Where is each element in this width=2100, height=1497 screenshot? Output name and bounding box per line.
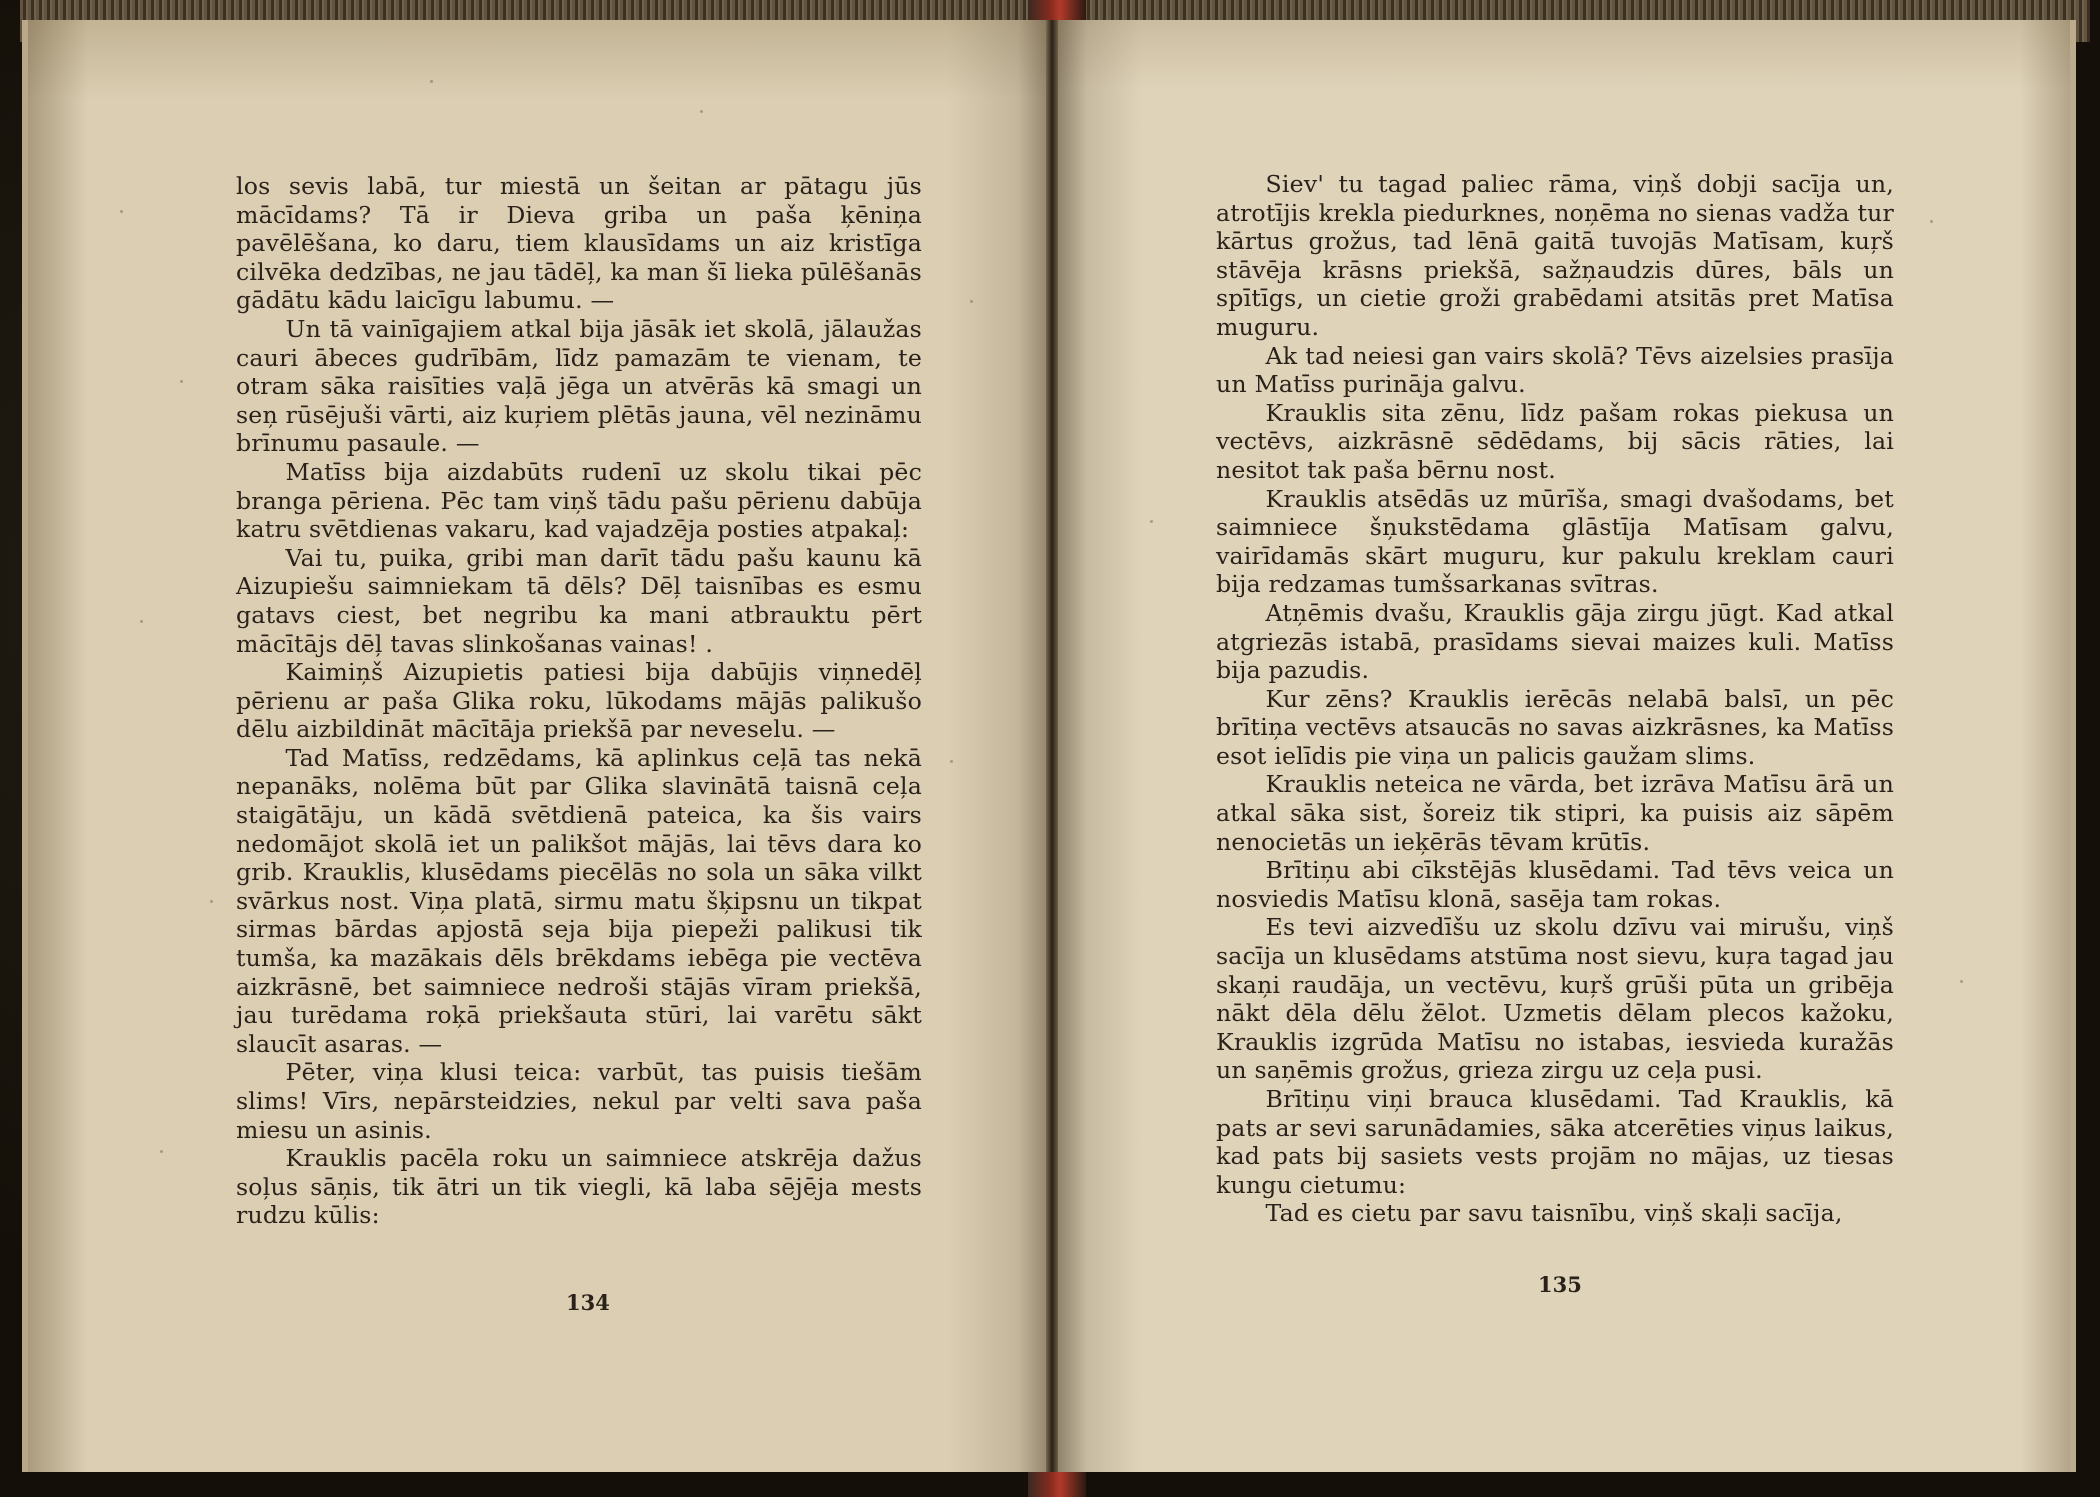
right-page-text bbox=[1216, 170, 1894, 1228]
paragraph: Krauklis atsēdās uz mūrīša, smagi dvašodams, bet saimniece šņukstēdama glāstīja Matīsam galvu, vairīdamās skārt muguru, kur pakulu kreklam cauri bija redzamas tumšsarkanas svītras. bbox=[1216, 484, 1894, 599]
paper-speck bbox=[210, 900, 213, 903]
page-number: 135 bbox=[1538, 1272, 1582, 1297]
paragraph: los sevis labā, tur miestā un šeitan ar pātagu jūs mācīdams? Tā ir Dieva griba un paša ķēniņa pavēlēšana, ko daru, tiem klausīdams un aiz kristīga cilvēka dedzības, ne jau tādēļ, ka man šī lieka pūlēšanās gādātu kādu laicīgu labumu. — bbox=[236, 172, 922, 315]
paragraph: Matīss bija aizdabūts rudenī uz skolu tikai pēc branga pēriena. Pēc tam viņš tādu pašu pērienu dabūja katru svētdienas vakaru, kad vajadzēja posties atpakaļ: bbox=[236, 457, 922, 544]
paper-speck bbox=[180, 380, 183, 383]
paper-speck bbox=[1150, 520, 1153, 523]
paper-speck bbox=[1960, 980, 1963, 983]
paragraph: Kaimiņš Aizupietis patiesi bija dabūjis viņnedēļ pērienu ar paša Glika roku, lūkodams mājās palikušo dēlu aizbildināt mācītāja priekšā par neveselu. — bbox=[236, 658, 922, 744]
paragraph: Es tevi aizvedīšu uz skolu dzīvu vai mirušu, viņš sacīja un klusēdams atstūma nost sievu, kuŗa tagad jau skaņi raudāja, un vectēvu, kuŗš grūši pūta un gribēja nākt dēla dēlu žēlot. Uzmetis dēlam plecos kažoku, Krauklis izgrūda Matīsu no istabas, iesvieda kuražās un saņēmis grožus, grieza zirgu uz ceļa pusi. bbox=[1216, 913, 1894, 1085]
paper-speck bbox=[120, 210, 123, 213]
paragraph: Siev' tu tagad paliec rāma, viņš dobji sacīja un, atrotījis krekla piedurknes, noņēma no sienas vadža tur kārtus grožus, tad lēnā gaitā tuvojās Matīsam, kuŗš stāvēja krāsns priekšā, sažņaudzis dūres, bāls un spītīgs, un cietie groži grabēdami atsitās pret Matīsa muguru. bbox=[1216, 170, 1894, 341]
paper-speck bbox=[430, 80, 433, 83]
paragraph: Brītiņu abi cīkstējās klusēdami. Tad tēvs veica un nosviedis Matīsu klonā, sasēja tam rokas. bbox=[1216, 856, 1894, 913]
paper-speck bbox=[950, 760, 953, 763]
page-gutter bbox=[1046, 20, 1058, 1472]
paragraph: Krauklis neteica ne vārda, bet izrāva Matīsu ārā un atkal sāka sist, šoreiz tik stipri, ka puisis aiz sāpēm nenocietās un ieķērās tēvam krūtīs. bbox=[1216, 770, 1894, 856]
paragraph: Brītiņu viņi brauca klusēdami. Tad Krauklis, kā pats ar sevi sarunādamies, sāka atcerēties viņus laikus, kad pats bij sasiets vests projām no mājas, uz tiesas kungu cietumu: bbox=[1216, 1085, 1894, 1199]
paper-speck bbox=[1930, 220, 1933, 223]
paragraph: Kur zēns? Krauklis ierēcās nelabā balsī, un pēc brītiņa vectēvs atsaucās no savas aizkrāsnes, ka Matīss esot ielīdis pie viņa un palicis gaužam slims. bbox=[1216, 684, 1894, 770]
paper-speck bbox=[700, 110, 703, 113]
paragraph: Pēter, viņa klusi teica: varbūt, tas puisis tiešām slims! Vīrs, nepārsteidzies, nekul par velti sava paša miesu un asinis. bbox=[236, 1058, 922, 1144]
paragraph: Tad Matīss, redzēdams, kā aplinkus ceļā tas nekā nepanāks, nolēma būt par Glika slavinātā taisnā ceļa staigātāju, un kādā svētdienā pateica, ka šis vairs nedomājot skolā iet un palikšot mājās, lai tēvs dara ko grib. Krauklis, klusēdams piecēlās no sola un sāka vilkt svārkus nost. Viņa platā, sirmu matu šķipsnu un tikpat sirmas bārdas apjostā seja bija piepeži palikusi tik tumša, ka mazākais dēls brēkdams iebēga pie vectēva aizkrāsnē, bet saimniece nedroši stājās vīram priekšā, jau turēdama roķā priekšauta stūri, lai varētu sākt slaucīt asaras. — bbox=[236, 743, 922, 1058]
left-page-text bbox=[236, 172, 922, 1230]
paper-speck bbox=[970, 300, 973, 303]
paragraph: Tad es cietu par savu taisnību, viņš skaļi sacīja, bbox=[1265, 1199, 1843, 1228]
paper-speck bbox=[140, 620, 143, 623]
paragraph: Atņēmis dvašu, Krauklis gāja zirgu jūgt. Kad atkal atgriezās istabā, prasīdams sievai maizes kuli. Matīss bija pazudis. bbox=[1216, 598, 1894, 685]
paper-speck bbox=[160, 1150, 163, 1153]
paragraph: Vai tu, puika, gribi man darīt tādu pašu kaunu kā Aizupiešu saimniekam tā dēls? Dēļ taisnības es esmu gatavs ciest, bet negribu ka mani atbrauktu pērt mācītājs dēļ tavas slinkošanas vainas! . bbox=[236, 543, 922, 658]
paragraph: Krauklis pacēla roku un saimniece atskrēja dažus soļus sāņis, tik ātri un tik viegli, kā laba sējēja mests rudzu kūlis: bbox=[236, 1144, 922, 1230]
page-number: 134 bbox=[566, 1290, 610, 1315]
paragraph: Krauklis sita zēnu, līdz pašam rokas piekusa un vectēvs, aizkrāsnē sēdēdams, bij sācis rāties, lai nesitot tak paša bērnu nost. bbox=[1216, 398, 1894, 484]
paragraph: Ak tad neiesi gan vairs skolā? Tēvs aizelsies prasīja un Matīss purināja galvu. bbox=[1216, 341, 1894, 399]
paragraph: Un tā vainīgajiem atkal bija jāsāk iet skolā, jālaužas cauri ābeces gudrībām, līdz pamazām te vienam, te otram sāka raisīties vaļā jēga un atvērās kā smagi un seņ rūsējuši vārti, aiz kuŗiem plētās jauna, vēl nezināmu brīnumu pasaule. — bbox=[236, 314, 922, 458]
